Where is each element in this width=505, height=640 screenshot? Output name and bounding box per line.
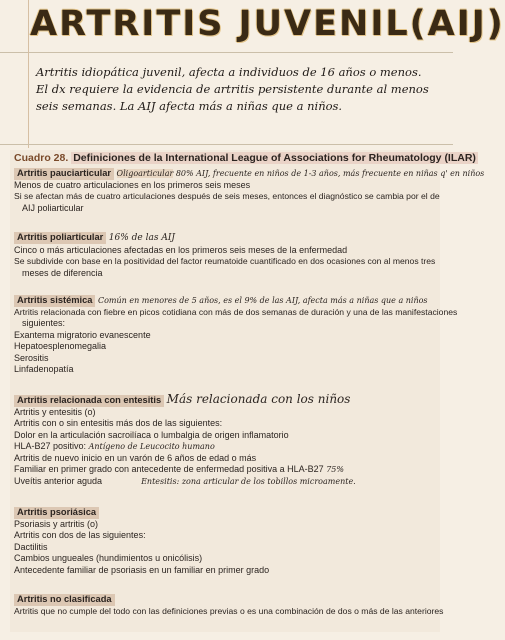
section-heading: Artritis no clasificada xyxy=(14,594,115,606)
intro-handwritten-text: Artritis idiopática juvenil, afecta a individuos de 16 años o menos. El dx requiere la evidencia de artritis persistente durante al menos seis semanas. La AIJ afecta más a niñas que a niños. xyxy=(36,65,429,113)
top-rule-divider xyxy=(0,52,453,53)
section-psoriasica xyxy=(14,507,442,576)
section-sistemica xyxy=(14,295,458,376)
section-line: Linfadenopatía xyxy=(14,364,74,374)
handwritten-note: 16% de las AIJ xyxy=(108,233,175,243)
section-line: AIJ poliarticular xyxy=(22,202,84,213)
section-line: Se subdivide con base en la positividad del factor reumatoide cuantificado en dos ocasiones con al menos tres xyxy=(14,256,436,266)
section-line: Menos de cuatro articulaciones en los primeros seis meses xyxy=(14,179,251,190)
section-line: Artritis con dos de las siguientes: xyxy=(14,530,146,540)
caption-text: Definiciones de la International League of Associations for Rheumatology (ILAR) xyxy=(73,152,476,164)
handwritten-note: Entesitis: zona articular de los tobillos microamente. xyxy=(141,476,356,486)
section-line: Artritis con o sin entesitis más dos de las siguientes: xyxy=(14,418,223,428)
section-line: meses de diferencia xyxy=(22,267,103,278)
section-heading: Artritis psoriásica xyxy=(14,507,99,519)
mid-rule-divider xyxy=(0,144,453,145)
section-heading: Artritis sistémica xyxy=(14,295,95,307)
hla-text: HLA-B27 positivo: xyxy=(14,441,87,451)
section-heading: Artritis poliarticular xyxy=(14,232,106,244)
section-line: Cinco o más articulaciones afectadas en los primeros seis meses de la enfermedad xyxy=(14,244,348,255)
section-line: Dolor en la articulación sacroilíaca o lumbalgia de origen inflamatorio xyxy=(14,429,289,440)
margin-line xyxy=(28,0,29,148)
section-line: Artritis y entesitis (o) xyxy=(14,406,96,417)
caption-number: Cuadro 28. xyxy=(14,152,69,164)
table-caption xyxy=(14,152,476,164)
uveitis-text: Uveítis anterior aguda xyxy=(14,475,103,486)
handwritten-note: Más relacionada con los niños xyxy=(166,392,351,406)
handwritten-note: 75% xyxy=(326,465,344,474)
handwritten-tag: Oligoarticular xyxy=(116,169,174,178)
handwritten-note: Antígeno de Leucocito humano xyxy=(88,442,215,451)
section-line: Artritis que no cumple del todo con las definiciones previas o es una combinación de dos o más de las anteriores xyxy=(14,605,444,616)
section-entesitis xyxy=(14,394,442,487)
section-line: Cambios ungueales (hundimientos u onicólisis) xyxy=(14,553,203,563)
section-poliarticular xyxy=(14,232,442,279)
section-heading: Artritis relacionada con entesitis xyxy=(14,395,164,407)
section-line: Exantema migratorio evanescente xyxy=(14,329,151,340)
section-line: Psoriasis y artritis (o) xyxy=(14,518,99,529)
page-title: ARTRITIS JUVENIL(AIJ) xyxy=(30,4,505,44)
section-line: siguientes: xyxy=(22,318,66,328)
section-line: Serositis xyxy=(14,352,49,363)
section-heading: Artritis pauciarticular xyxy=(14,168,114,180)
section-no-clasificada xyxy=(14,594,442,617)
handwritten-note: 80% AIJ, frecuente en niños de 1-3 años, más frecuente en niñas q' en niños xyxy=(175,169,485,178)
handwritten-note: Común en menores de 5 años, es el 9% de las AIJ, afecta más a niñas que a niños xyxy=(97,296,428,305)
section-line: Antecedente familiar de psoriasis en un familiar en primer grado xyxy=(14,564,270,575)
section-line: Si se afectan más de cuatro articulaciones después de seis meses, entonces el diagnóstico se cambia por el de xyxy=(14,191,440,201)
section-line: Artritis de nuevo inicio en un varón de 6 años de edad o más xyxy=(14,452,257,463)
section-line: Artritis relacionada con fiebre en picos cotidiana con más de dos semanas de duración y una de las manifestaciones xyxy=(14,306,458,317)
family-text: Familiar en primer grado con antecedente de enfermedad positiva a HLA-B27 xyxy=(14,464,324,474)
section-line: Hepatoesplenomegalia xyxy=(14,341,107,351)
section-pauciarticular xyxy=(14,168,485,214)
section-line: Dactilitis xyxy=(14,541,48,552)
